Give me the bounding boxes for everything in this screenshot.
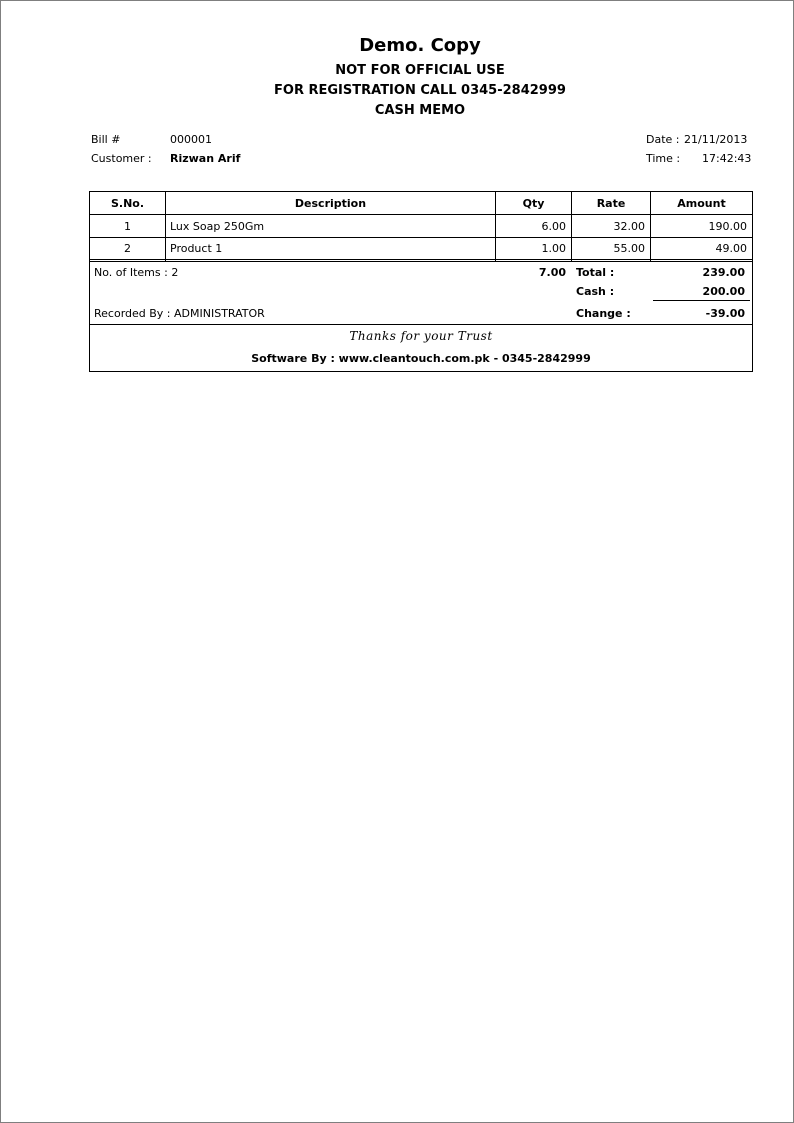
time-label: Time : xyxy=(646,152,681,165)
total-amount: 239.00 xyxy=(702,266,745,279)
summary-divider xyxy=(90,261,752,262)
qty-total: 7.00 xyxy=(538,266,566,279)
time-value: 17:42:43 xyxy=(702,152,752,165)
row-divider xyxy=(90,237,752,238)
col-header-rate: Rate xyxy=(596,197,626,210)
registration-notice: FOR REGISTRATION CALL 0345-2842999 xyxy=(274,83,566,98)
col-header-qty: Qty xyxy=(522,197,545,210)
official-use-notice: NOT FOR OFFICIAL USE xyxy=(335,63,505,78)
document-title: Demo. Copy xyxy=(359,35,481,56)
cash-label: Cash : xyxy=(576,285,615,298)
col-header-sno: S.No. xyxy=(110,197,145,210)
row-1-amount: 190.00 xyxy=(708,220,747,233)
date-label: Date : xyxy=(646,133,680,146)
row-1-qty: 6.00 xyxy=(541,220,566,233)
memo-type: CASH MEMO xyxy=(374,103,466,118)
col-header-description: Description xyxy=(294,197,367,210)
row-1-sno: 1 xyxy=(124,220,131,233)
customer-label: Customer : xyxy=(91,152,152,165)
change-amount: -39.00 xyxy=(705,307,745,320)
header-divider xyxy=(90,214,752,215)
change-label: Change : xyxy=(576,307,631,320)
row-1-description: Lux Soap 250Gm xyxy=(170,220,265,233)
footer-divider xyxy=(90,324,752,325)
row-2-sno: 2 xyxy=(124,242,131,255)
customer-name: Rizwan Arif xyxy=(170,152,241,165)
cash-amount: 200.00 xyxy=(702,285,745,298)
total-label: Total : xyxy=(576,266,615,279)
recorded-by: Recorded By : ADMINISTRATOR xyxy=(94,307,265,320)
row-1-rate: 32.00 xyxy=(613,220,645,233)
bill-number: 000001 xyxy=(170,133,212,146)
row-2-description: Product 1 xyxy=(170,242,223,255)
items-table xyxy=(89,191,753,372)
date-value: 21/11/2013 xyxy=(684,133,748,146)
items-count: No. of Items : 2 xyxy=(94,266,179,279)
thanks-message: Thanks for your Trust xyxy=(349,329,493,343)
row-2-qty: 1.00 xyxy=(541,242,566,255)
software-credit: Software By : www.cleantouch.com.pk - 0345-2842999 xyxy=(251,352,591,365)
row-2-rate: 55.00 xyxy=(613,242,645,255)
col-header-amount: Amount xyxy=(677,197,726,210)
cash-underline xyxy=(653,300,750,301)
row-divider xyxy=(90,259,752,260)
row-2-amount: 49.00 xyxy=(715,242,747,255)
bill-number-label: Bill # xyxy=(91,133,121,146)
